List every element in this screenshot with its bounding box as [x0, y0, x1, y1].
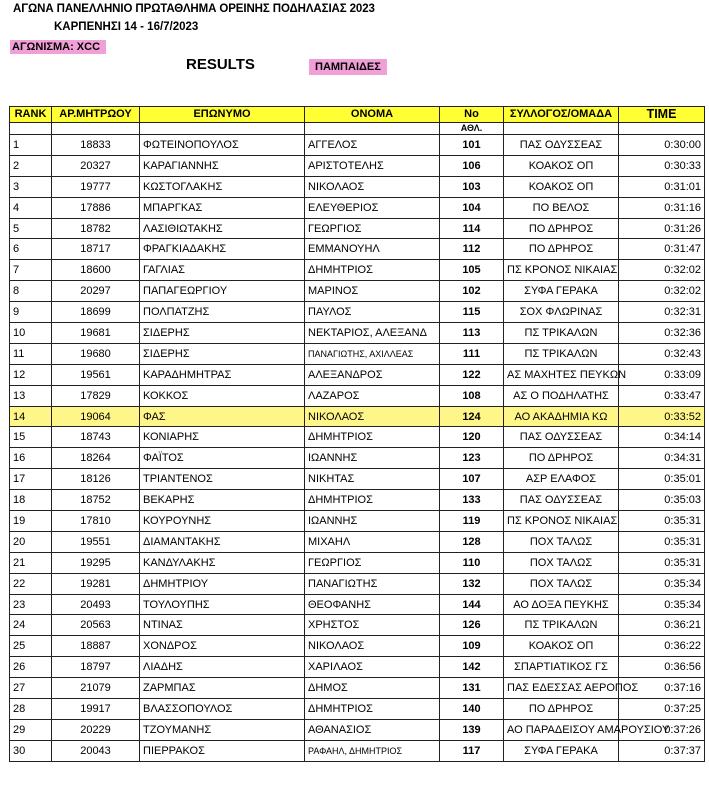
- club-cell: ΠΑΣ ΟΔΥΣΣΕΑΣ: [504, 427, 619, 448]
- time-cell: 0:34:14: [619, 427, 705, 448]
- rank-cell: 20: [10, 531, 52, 552]
- bib-number-cell: 139: [440, 719, 504, 740]
- reg-number-cell: 19281: [52, 573, 140, 594]
- surname-cell: ΚΟΚΚΟΣ: [140, 385, 305, 406]
- table-row: [10, 197, 705, 218]
- reg-number-cell: 18717: [52, 239, 140, 260]
- col-reg-header: ΑΡ.ΜΗΤΡΩΟΥ: [52, 107, 140, 123]
- club-cell: ΠΟ ΔΡΗΡΟΣ: [504, 218, 619, 239]
- surname-cell: ΖΑΡΜΠΑΣ: [140, 678, 305, 699]
- bib-number-cell: 105: [440, 260, 504, 281]
- bib-number-cell: 103: [440, 176, 504, 197]
- first-name-cell: ΝΙΚΟΛΑΟΣ: [305, 176, 440, 197]
- time-cell: 0:35:34: [619, 573, 705, 594]
- rank-cell: 10: [10, 323, 52, 344]
- first-name-cell: ΛΑΖΑΡΟΣ: [305, 385, 440, 406]
- rank-cell: 17: [10, 469, 52, 490]
- time-cell: 0:34:31: [619, 448, 705, 469]
- surname-cell: ΒΕΚΑΡΗΣ: [140, 490, 305, 511]
- results-table: [9, 106, 705, 762]
- table-row: [10, 155, 705, 176]
- reg-number-cell: 19777: [52, 176, 140, 197]
- rank-cell: 28: [10, 699, 52, 720]
- first-name-cell: ΜΙΧΑΗΛ: [305, 531, 440, 552]
- bib-number-cell: 124: [440, 406, 504, 427]
- bib-number-cell: 107: [440, 469, 504, 490]
- first-name-cell: ΕΛΕΥΘΕΡΙΟΣ: [305, 197, 440, 218]
- surname-cell: ΧΟΝΔΡΟΣ: [140, 636, 305, 657]
- table-row: [10, 323, 705, 344]
- rank-cell: 18: [10, 490, 52, 511]
- club-cell: ΠΟ ΔΡΗΡΟΣ: [504, 239, 619, 260]
- surname-cell: ΔΗΜΗΤΡΙΟΥ: [140, 573, 305, 594]
- bib-number-cell: 131: [440, 678, 504, 699]
- surname-cell: ΠΙΕΡΡΑΚΟΣ: [140, 740, 305, 761]
- reg-number-cell: 17886: [52, 197, 140, 218]
- reg-number-cell: 19681: [52, 323, 140, 344]
- first-name-cell: ΔΗΜΗΤΡΙΟΣ: [305, 699, 440, 720]
- first-name-cell: ΘΕΟΦΑΝΗΣ: [305, 594, 440, 615]
- rank-cell: 15: [10, 427, 52, 448]
- rank-cell: 30: [10, 740, 52, 761]
- table-row: [10, 699, 705, 720]
- time-cell: 0:37:26: [619, 719, 705, 740]
- surname-cell: ΒΛΑΣΣΟΠΟΥΛΟΣ: [140, 699, 305, 720]
- surname-cell: ΤΡΙΑΝΤΕΝΟΣ: [140, 469, 305, 490]
- reg-number-cell: 20327: [52, 155, 140, 176]
- bib-number-cell: 119: [440, 511, 504, 532]
- club-cell: ΑΟ ΑΚΑΔΗΜΙΑ ΚΩ: [504, 406, 619, 427]
- table-row: [10, 531, 705, 552]
- results-body: [10, 135, 705, 762]
- rank-cell: 9: [10, 302, 52, 323]
- col-no-subheader: ΑΘΛ.: [440, 123, 504, 135]
- first-name-cell: ΑΘΑΝΑΣΙΟΣ: [305, 719, 440, 740]
- table-row: [10, 552, 705, 573]
- club-cell: ΠΟΧ ΤΑΛΩΣ: [504, 573, 619, 594]
- table-row: [10, 657, 705, 678]
- bib-number-cell: 106: [440, 155, 504, 176]
- club-cell: ΠΑΣ ΟΔΥΣΣΕΑΣ: [504, 490, 619, 511]
- rank-cell: 21: [10, 552, 52, 573]
- surname-cell: ΔΙΑΜΑΝΤΑΚΗΣ: [140, 531, 305, 552]
- club-cell: ΠΣ ΤΡΙΚΑΛΩΝ: [504, 343, 619, 364]
- time-cell: 0:37:16: [619, 678, 705, 699]
- reg-number-cell: 20229: [52, 719, 140, 740]
- rank-cell: 13: [10, 385, 52, 406]
- time-cell: 0:30:00: [619, 135, 705, 156]
- rank-cell: 6: [10, 239, 52, 260]
- rank-cell: 16: [10, 448, 52, 469]
- first-name-cell: ΙΩΑΝΝΗΣ: [305, 448, 440, 469]
- first-name-cell: ΠΑΝΑΓΙΩΤΗΣ, ΑΧΙΛΛΕΑΣ: [305, 343, 440, 364]
- rank-cell: 11: [10, 343, 52, 364]
- time-cell: 0:31:16: [619, 197, 705, 218]
- first-name-cell: ΑΡΙΣΤΟΤΕΛΗΣ: [305, 155, 440, 176]
- rank-cell: 8: [10, 281, 52, 302]
- surname-cell: ΚΩΣΤΟΓΛΑΚΗΣ: [140, 176, 305, 197]
- reg-number-cell: 20297: [52, 281, 140, 302]
- table-row: [10, 406, 705, 427]
- club-cell: ΣΠΑΡΤΙΑΤΙΚΟΣ ΓΣ: [504, 657, 619, 678]
- rank-cell: 19: [10, 511, 52, 532]
- bib-number-cell: 109: [440, 636, 504, 657]
- table-row: [10, 260, 705, 281]
- reg-number-cell: 19917: [52, 699, 140, 720]
- reg-number-cell: 18264: [52, 448, 140, 469]
- rank-cell: 23: [10, 594, 52, 615]
- bib-number-cell: 108: [440, 385, 504, 406]
- club-cell: ΠΟΧ ΤΑΛΩΣ: [504, 531, 619, 552]
- reg-number-cell: 20493: [52, 594, 140, 615]
- surname-cell: ΤΖΟΥΜΑΝΗΣ: [140, 719, 305, 740]
- surname-cell: ΓΑΓΛΙΑΣ: [140, 260, 305, 281]
- table-row: [10, 135, 705, 156]
- rank-cell: 24: [10, 615, 52, 636]
- rank-cell: 4: [10, 197, 52, 218]
- table-row: [10, 448, 705, 469]
- reg-number-cell: 18600: [52, 260, 140, 281]
- table-row: [10, 615, 705, 636]
- surname-cell: ΦΑΪΤΟΣ: [140, 448, 305, 469]
- club-cell: ΠΣ ΤΡΙΚΑΛΩΝ: [504, 323, 619, 344]
- club-cell: ΣΥΦΑ ΓΕΡΑΚΑ: [504, 281, 619, 302]
- reg-number-cell: 19064: [52, 406, 140, 427]
- table-row: [10, 511, 705, 532]
- col-surname-header: ΕΠΩΝΥΜΟ: [140, 107, 305, 123]
- surname-cell: ΣΙΔΕΡΗΣ: [140, 343, 305, 364]
- time-cell: 0:32:02: [619, 281, 705, 302]
- surname-cell: ΜΠΑΡΓΚΑΣ: [140, 197, 305, 218]
- time-cell: 0:31:47: [619, 239, 705, 260]
- time-cell: 0:36:21: [619, 615, 705, 636]
- time-cell: 0:36:56: [619, 657, 705, 678]
- bib-number-cell: 132: [440, 573, 504, 594]
- time-cell: 0:35:31: [619, 531, 705, 552]
- bib-number-cell: 126: [440, 615, 504, 636]
- reg-number-cell: 19295: [52, 552, 140, 573]
- reg-number-cell: 18699: [52, 302, 140, 323]
- surname-cell: ΣΙΔΕΡΗΣ: [140, 323, 305, 344]
- time-cell: 0:31:26: [619, 218, 705, 239]
- surname-cell: ΦΩΤΕΙΝΟΠΟΥΛΟΣ: [140, 135, 305, 156]
- first-name-cell: ΑΓΓΕΛΟΣ: [305, 135, 440, 156]
- first-name-cell: ΝΙΚΟΛΑΟΣ: [305, 406, 440, 427]
- reg-number-cell: 20043: [52, 740, 140, 761]
- first-name-cell: ΓΕΩΡΓΙΟΣ: [305, 218, 440, 239]
- time-cell: 0:33:09: [619, 364, 705, 385]
- championship-title: ΑΓΩΝΑ ΠΑΝΕΛΛΗΝΙΟ ΠΡΩΤΑΘΛΗΜΑ ΟΡΕΙΝΗΣ ΠΟΔΗΛΑΣΙΑΣ 2023: [13, 3, 375, 15]
- bib-number-cell: 122: [440, 364, 504, 385]
- club-cell: ΑΟ ΔΟΞΑ ΠΕΥΚΗΣ: [504, 594, 619, 615]
- rank-cell: 25: [10, 636, 52, 657]
- col-no-header: No: [440, 107, 504, 123]
- club-cell: ΠΟ ΔΡΗΡΟΣ: [504, 448, 619, 469]
- time-cell: 0:32:31: [619, 302, 705, 323]
- rank-cell: 2: [10, 155, 52, 176]
- surname-cell: ΠΟΛΠΑΤΖΗΣ: [140, 302, 305, 323]
- bib-number-cell: 101: [440, 135, 504, 156]
- surname-cell: ΦΡΑΓΚΙΑΔΑΚΗΣ: [140, 239, 305, 260]
- reg-number-cell: 18752: [52, 490, 140, 511]
- rank-cell: 29: [10, 719, 52, 740]
- time-cell: 0:35:01: [619, 469, 705, 490]
- bib-number-cell: 102: [440, 281, 504, 302]
- reg-number-cell: 17810: [52, 511, 140, 532]
- first-name-cell: ΝΕΚΤΑΡΙΟΣ, ΑΛΕΞΑΝΔ: [305, 323, 440, 344]
- rank-cell: 7: [10, 260, 52, 281]
- category-badge: ΠΑΜΠΑΙΔΕΣ: [309, 59, 387, 75]
- surname-cell: ΛΑΣΙΘΙΩΤΑΚΗΣ: [140, 218, 305, 239]
- time-cell: 0:36:22: [619, 636, 705, 657]
- reg-number-cell: 19680: [52, 343, 140, 364]
- rank-cell: 1: [10, 135, 52, 156]
- time-cell: 0:35:34: [619, 594, 705, 615]
- club-cell: ΚΟΑΚΟΣ ΟΠ: [504, 636, 619, 657]
- surname-cell: ΤΟΥΛΟΥΠΗΣ: [140, 594, 305, 615]
- bib-number-cell: 142: [440, 657, 504, 678]
- club-cell: ΑΟ ΠΑΡΑΔΕΙΣΟΥ ΑΜΑΡΟΥΣΙΟΥ: [504, 719, 619, 740]
- table-row: [10, 740, 705, 761]
- table-row: [10, 636, 705, 657]
- table-row: [10, 364, 705, 385]
- bib-number-cell: 110: [440, 552, 504, 573]
- col-club-header: ΣΥΛΛΟΓΟΣ/ΟΜΑΔΑ: [504, 107, 619, 123]
- bib-number-cell: 111: [440, 343, 504, 364]
- reg-number-cell: 18743: [52, 427, 140, 448]
- time-cell: 0:33:47: [619, 385, 705, 406]
- table-row: [10, 385, 705, 406]
- surname-cell: ΝΤΙΝΑΣ: [140, 615, 305, 636]
- bib-number-cell: 114: [440, 218, 504, 239]
- first-name-cell: ΔΗΜΗΤΡΙΟΣ: [305, 490, 440, 511]
- reg-number-cell: 18833: [52, 135, 140, 156]
- rank-cell: 12: [10, 364, 52, 385]
- table-row: [10, 176, 705, 197]
- surname-cell: ΚΟΝΙΑΡΗΣ: [140, 427, 305, 448]
- club-cell: ΠΑΣ ΟΔΥΣΣΕΑΣ: [504, 135, 619, 156]
- bib-number-cell: 123: [440, 448, 504, 469]
- club-cell: ΠΟΧ ΤΑΛΩΣ: [504, 552, 619, 573]
- first-name-cell: ΕΜΜΑΝΟΥΗΛ: [305, 239, 440, 260]
- first-name-cell: ΧΑΡΙΛΑΟΣ: [305, 657, 440, 678]
- first-name-cell: ΑΛΕΞΑΝΔΡΟΣ: [305, 364, 440, 385]
- club-cell: ΠΣ ΤΡΙΚΑΛΩΝ: [504, 615, 619, 636]
- rank-cell: 3: [10, 176, 52, 197]
- rank-cell: 22: [10, 573, 52, 594]
- col-rank-header: RANK: [10, 107, 52, 123]
- venue-dates: ΚΑΡΠΕΝΗΣΙ 14 - 16/7/2023: [54, 21, 199, 33]
- bib-number-cell: 112: [440, 239, 504, 260]
- table-row: [10, 239, 705, 260]
- time-cell: 0:35:03: [619, 490, 705, 511]
- club-cell: ΚΟΑΚΟΣ ΟΠ: [504, 176, 619, 197]
- surname-cell: ΚΑΡΑΔΗΜΗΤΡΑΣ: [140, 364, 305, 385]
- club-cell: ΑΣ Ο ΠΟΔΗΛΑΤΗΣ: [504, 385, 619, 406]
- club-cell: ΠΟ ΒΕΛΟΣ: [504, 197, 619, 218]
- reg-number-cell: 19561: [52, 364, 140, 385]
- time-cell: 0:32:36: [619, 323, 705, 344]
- first-name-cell: ΧΡΗΣΤΟΣ: [305, 615, 440, 636]
- table-row: [10, 719, 705, 740]
- surname-cell: ΠΑΠΑΓΕΩΡΓΙΟΥ: [140, 281, 305, 302]
- bib-number-cell: 128: [440, 531, 504, 552]
- first-name-cell: ΜΑΡΙΝΟΣ: [305, 281, 440, 302]
- bib-number-cell: 117: [440, 740, 504, 761]
- club-cell: ΚΟΑΚΟΣ ΟΠ: [504, 155, 619, 176]
- bib-number-cell: 120: [440, 427, 504, 448]
- time-cell: 0:35:31: [619, 552, 705, 573]
- bib-number-cell: 144: [440, 594, 504, 615]
- rank-cell: 27: [10, 678, 52, 699]
- club-cell: ΑΣΡ ΕΛΑΦΟΣ: [504, 469, 619, 490]
- surname-cell: ΦΑΣ: [140, 406, 305, 427]
- time-cell: 0:37:25: [619, 699, 705, 720]
- rank-cell: 26: [10, 657, 52, 678]
- club-cell: ΠΣ ΚΡΟΝΟΣ ΝΙΚΑΙΑΣ: [504, 511, 619, 532]
- first-name-cell: ΓΕΩΡΓΙΟΣ: [305, 552, 440, 573]
- surname-cell: ΛΙΑΔΗΣ: [140, 657, 305, 678]
- event-label: ΑΓΩΝΙΣΜΑ: XCC: [10, 40, 106, 54]
- club-cell: ΣΟΧ ΦΛΩΡΙΝΑΣ: [504, 302, 619, 323]
- table-row: [10, 594, 705, 615]
- bib-number-cell: 104: [440, 197, 504, 218]
- club-cell: ΑΣ ΜΑΧΗΤΕΣ ΠΕΥΚΩΝ: [504, 364, 619, 385]
- time-cell: 0:37:37: [619, 740, 705, 761]
- club-cell: ΠΣ ΚΡΟΝΟΣ ΝΙΚΑΙΑΣ: [504, 260, 619, 281]
- time-cell: 0:30:33: [619, 155, 705, 176]
- first-name-cell: ΡΑΦΑΗΛ, ΔΗΜΗΤΡΙΟΣ: [305, 740, 440, 761]
- table-row: [10, 343, 705, 364]
- surname-cell: ΚΑΝΔΥΛΑΚΗΣ: [140, 552, 305, 573]
- table-row: [10, 218, 705, 239]
- first-name-cell: ΝΙΚΗΤΑΣ: [305, 469, 440, 490]
- time-cell: 0:35:31: [619, 511, 705, 532]
- first-name-cell: ΔΗΜΗΤΡΙΟΣ: [305, 260, 440, 281]
- club-cell: ΣΥΦΑ ΓΕΡΑΚΑ: [504, 740, 619, 761]
- col-name-header: ΟΝΟΜΑ: [305, 107, 440, 123]
- bib-number-cell: 115: [440, 302, 504, 323]
- table-row: [10, 281, 705, 302]
- first-name-cell: ΔΗΜΗΤΡΙΟΣ: [305, 427, 440, 448]
- surname-cell: ΚΟΥΡΟΥΝΗΣ: [140, 511, 305, 532]
- reg-number-cell: 21079: [52, 678, 140, 699]
- reg-number-cell: 19551: [52, 531, 140, 552]
- header-row: [10, 107, 705, 123]
- time-cell: 0:32:02: [619, 260, 705, 281]
- table-row: [10, 678, 705, 699]
- time-cell: 0:32:43: [619, 343, 705, 364]
- header-subrow: [10, 123, 705, 135]
- bib-number-cell: 113: [440, 323, 504, 344]
- reg-number-cell: 18797: [52, 657, 140, 678]
- reg-number-cell: 18887: [52, 636, 140, 657]
- table-row: [10, 490, 705, 511]
- rank-cell: 14: [10, 406, 52, 427]
- table-row: [10, 573, 705, 594]
- bib-number-cell: 140: [440, 699, 504, 720]
- rank-cell: 5: [10, 218, 52, 239]
- surname-cell: ΚΑΡΑΓΙΑΝΝΗΣ: [140, 155, 305, 176]
- table-row: [10, 302, 705, 323]
- time-cell: 0:33:52: [619, 406, 705, 427]
- first-name-cell: ΔΗΜΟΣ: [305, 678, 440, 699]
- reg-number-cell: 17829: [52, 385, 140, 406]
- first-name-cell: ΠΑΥΛΟΣ: [305, 302, 440, 323]
- club-cell: ΠΟ ΔΡΗΡΟΣ: [504, 699, 619, 720]
- col-time-header: TIME: [619, 107, 705, 123]
- table-row: [10, 427, 705, 448]
- bib-number-cell: 133: [440, 490, 504, 511]
- reg-number-cell: 18126: [52, 469, 140, 490]
- first-name-cell: ΝΙΚΟΛΑΟΣ: [305, 636, 440, 657]
- first-name-cell: ΙΩΑΝΝΗΣ: [305, 511, 440, 532]
- table-row: [10, 469, 705, 490]
- reg-number-cell: 18782: [52, 218, 140, 239]
- first-name-cell: ΠΑΝΑΓΙΩΤΗΣ: [305, 573, 440, 594]
- reg-number-cell: 20563: [52, 615, 140, 636]
- club-cell: ΠΑΣ ΕΔΕΣΣΑΣ ΑΕΡΟΠΟΣ: [504, 678, 619, 699]
- time-cell: 0:31:01: [619, 176, 705, 197]
- results-heading: RESULTS: [186, 56, 255, 73]
